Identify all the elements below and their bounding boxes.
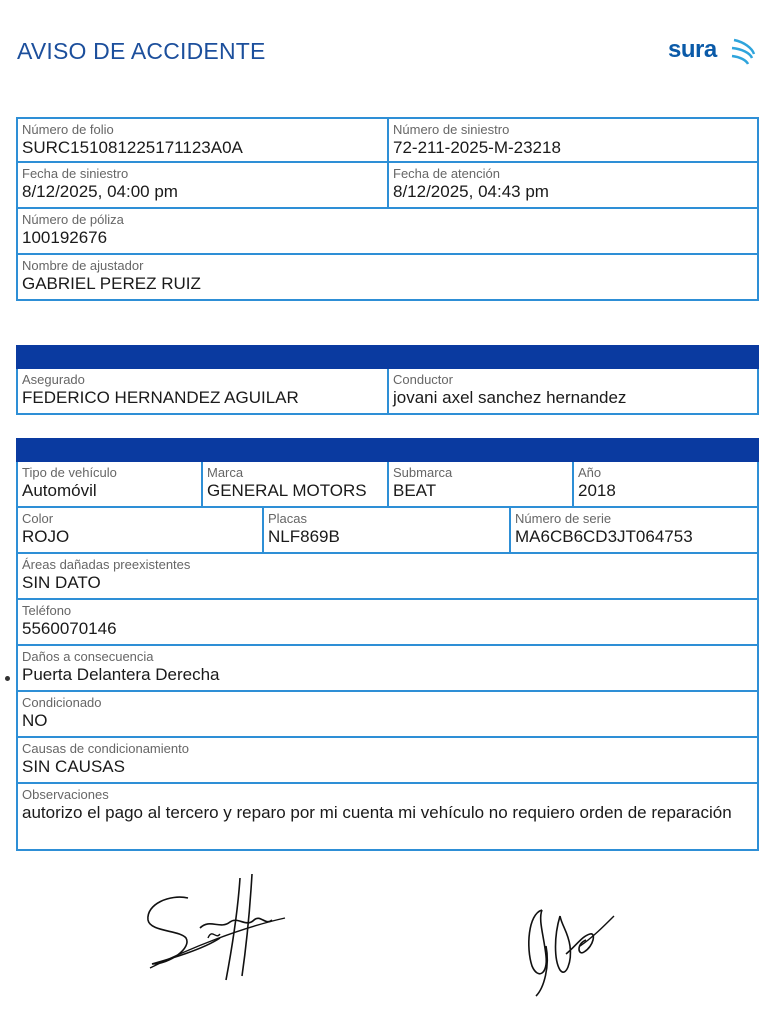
fecha-atencion-value: 8/12/2025, 04:43 pm [393, 182, 549, 201]
fecha-atencion-label: Fecha de atención [393, 166, 500, 181]
poliza-label: Número de póliza [22, 212, 124, 227]
vehicle-table [16, 438, 759, 851]
fecha-atencion-cell [389, 163, 757, 207]
anio-label: Año [578, 465, 602, 480]
telefono-value: 5560070146 [22, 619, 117, 638]
condicionado-cell [18, 692, 757, 736]
observaciones-label: Observaciones [22, 787, 109, 802]
marca-value: GENERAL MOTORS [207, 481, 367, 500]
asegurado-label: Asegurado [22, 372, 85, 387]
observaciones-value: autorizo el pago al tercero y reparo por mi cuenta mi vehículo no requiero orden de reparación [22, 803, 732, 822]
danos-value: Puerta Delantera Derecha [22, 665, 220, 684]
serie-value: MA6CB6CD3JT064753 [515, 527, 693, 546]
condicionado-value: NO [22, 711, 48, 730]
color-value: ROJO [22, 527, 70, 546]
section-band [16, 438, 759, 462]
siniestro-value: 72-211-2025-M-23218 [393, 138, 561, 157]
danos-cell [18, 646, 757, 690]
conductor-value: jovani axel sanchez hernandez [393, 388, 627, 407]
wave-logo-icon [730, 36, 758, 68]
anio-value: 2018 [578, 481, 616, 500]
conductor-label: Conductor [393, 372, 453, 387]
list-bullet [5, 676, 10, 681]
submarca-value: BEAT [393, 481, 437, 500]
areas-label: Áreas dañadas preexistentes [22, 557, 191, 572]
folio-cell [18, 119, 389, 161]
siniestro-cell [389, 119, 757, 161]
tipo-label: Tipo de vehículo [22, 465, 117, 480]
folio-value: SURC151081225171123A0A [22, 138, 243, 157]
conductor-cell [389, 369, 757, 413]
causas-cell [18, 738, 757, 782]
claim-table [16, 117, 759, 301]
poliza-value: 100192676 [22, 228, 108, 247]
areas-cell [18, 554, 757, 598]
sura-logo [668, 36, 760, 70]
section-band [16, 345, 759, 369]
serie-label: Número de serie [515, 511, 612, 526]
logo-wordmark: sura [668, 36, 717, 63]
submarca-cell [389, 462, 574, 506]
ajustador-label: Nombre de ajustador [22, 258, 144, 273]
submarca-label: Submarca [393, 465, 453, 480]
siniestro-label: Número de siniestro [393, 122, 510, 137]
tipo-cell [18, 462, 203, 506]
tipo-value: Automóvil [22, 481, 97, 500]
fecha-siniestro-cell [18, 163, 389, 207]
serie-cell [511, 508, 757, 552]
asegurado-value: FEDERICO HERNANDEZ AGUILAR [22, 388, 299, 407]
asegurado-cell [18, 369, 389, 413]
signature-right-image [520, 896, 620, 1000]
placas-cell [264, 508, 511, 552]
ajustador-value: GABRIEL PEREZ RUIZ [22, 274, 201, 293]
placas-label: Placas [268, 511, 308, 526]
areas-value: SIN DATO [22, 573, 101, 592]
anio-cell [574, 462, 757, 506]
marca-cell [203, 462, 389, 506]
causas-label: Causas de condicionamiento [22, 741, 189, 756]
page-title: AVISO DE ACCIDENTE [17, 38, 266, 64]
color-label: Color [22, 511, 54, 526]
fecha-siniestro-value: 8/12/2025, 04:00 pm [22, 182, 178, 201]
observaciones-cell [18, 784, 757, 849]
condicionado-label: Condicionado [22, 695, 102, 710]
poliza-cell [18, 209, 757, 253]
telefono-label: Teléfono [22, 603, 72, 618]
folio-label: Número de folio [22, 122, 114, 137]
ajustador-cell [18, 255, 757, 299]
placas-value: NLF869B [268, 527, 340, 546]
marca-label: Marca [207, 465, 244, 480]
people-table [16, 345, 759, 415]
danos-label: Daños a consecuencia [22, 649, 154, 664]
fecha-siniestro-label: Fecha de siniestro [22, 166, 129, 181]
signature-left-image [140, 868, 290, 988]
telefono-cell [18, 600, 757, 644]
color-cell [18, 508, 264, 552]
causas-value: SIN CAUSAS [22, 757, 125, 776]
